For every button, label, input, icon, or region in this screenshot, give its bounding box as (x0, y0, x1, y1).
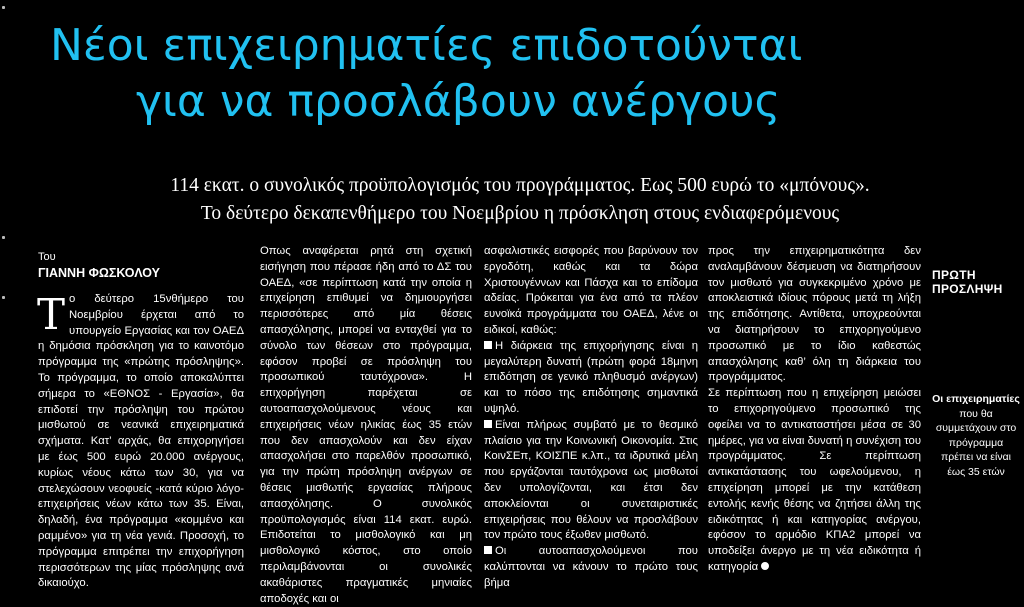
article-column-4 (708, 244, 921, 576)
bullet-item-2 (484, 418, 698, 544)
article-column-2 (260, 244, 472, 607)
column-4-text: Σε περίπτωση που η επιχείρηση μειώσει το επιχορηγούμενο προσωπικό της οφείλει να το αντικαταστήσει μέσα σε 30 ημέρες, για να είναι δυνατή η συνέχιση του προγράμματος. Σε περίπτωση αντικατάστασης του ωφελούμενου, η επιχείρηση μπορεί με την κατάθεση εντολής κενής θέσης να ζητήσει άλλη της ειδικότητας ή και κατηγορίας ανέργου, εφόσον το αρμόδιο ΚΠΑ2 μπορεί να υποδείξει άνεργο με τη νέα ειδικότητα ή κατηγορία (708, 387, 921, 573)
subheadline-deck (60, 172, 980, 228)
deck-line-1: 114 εκατ. ο συνολικός προϋπολογισμός του προγράμματος. Εως 500 ευρώ το «μπόνους». (170, 175, 870, 196)
headline (50, 18, 1010, 130)
scan-speck (2, 6, 5, 9)
deck-line-2: Το δεύτερο δεκαπενθήμερο του Νοεμβρίου η πρόσκληση στους ενδιαφερόμενους (200, 203, 840, 224)
column-1-text: ο δεύτερο 15νθήμερο του Νοεμβρίου έρχεται από το υπουργείο Εργασίας και τον ΟΑΕΔ η δημόσια πρόσκληση για το καινοτόμο πρόγραμμα της «πρώτης πρόσληψης». Το πρόγραμμα, το οποίο αποκαλύπτει σήμερα το «ΕΘΝΟΣ - Εργασία», θα επιδοτεί την πρόσληψη του πρώτου μισθωτού σε νεανικά επιχειρηματικά σχήματα. Κατ’ αρχάς, θα επιχορηγήσει με έως 500 ευρώ 20.000 ανέργους, κυρίως νέους κάτω των 30, για να στελεχώσουν νεοφυείς -κατά κύριο λόγο- επιχειρήσεις νέων κάτω των 35. Είναι, δηλαδή, ένα πρόγραμμα «κομμένο και ραμμένο» για τη νέα γενιά. Προσοχή, το πρόγραμμα επιτρέπει την επιχορήγηση περισσότερων της μίας πρόσληψης ανά δικαιούχο. (38, 293, 244, 590)
bullet-item-1 (484, 339, 698, 418)
column-4-paragraph-1: προς την επιχειρηματικότητα δεν αναλαμβάνουν δέσμευση να διατηρήσουν τον μισθωτό για συγκεκριμένο χρόνο με αποκλειστικά ιδίους πόρους μετά τη λήξη της επιδότησης. Αντίθετα, υποχρεούνται να διατηρήσουν το επιχορηγούμενο προσωπικό με το ίδιο καθεστώς απασχόλησης καθ’ όλη τη διάρκεια του προγράμματος. (708, 245, 921, 384)
sidebar-bold-lead: Οι επιχειρηματίες (932, 393, 1020, 405)
square-bullet-icon (484, 420, 492, 428)
scan-speck (2, 296, 5, 299)
sidebar-body: που θα συμμετάχουν στο πρόγραμμα πρέπει να είναι έως 35 ετών (935, 407, 1017, 478)
sidebar-text (932, 392, 1020, 479)
sidebar-title-line-2: ΠΡΟΣΛΗΨΗ (932, 282, 1003, 296)
column-2-text: Οπως αναφέρεται ρητά στη σχετική εισήγηση που πέρασε ήδη από το ΔΣ του ΟΑΕΔ, «σε περίπτωση κατά την οποία η επιχείρηση επιθυμεί να δημιουργήσει περισσότερες από μία θέσεις απασχόλησης, μπορεί να ενταχθεί για το σύνολο των θέσεων στο πρόγραμμα, εφόσον προβεί σε πρόσληψη του προσωπικού ταυτόχρονα». Η επιχορήγηση παρέχεται σε αυτοαπασχολούμενους νέους και επιχειρήσεις νέων ηλικίας έως 35 ετών που δεν απασχολούν και δεν είχαν απασχολήσει στο παρελθόν προσωπικό, για την πρώτη πρόσληψη ανέργων σε θέσεις μισθωτής εργασίας πλήρους απασχόλησης. Ο συνολικός προϋπολογισμός είναι 114 εκατ. ευρώ. Επιδοτείται το μισθολογικό και μη μισθολογικό κόστος, στο οποίο περιλαμβάνονται οι συνολικές ακαθάριστες πραγματικές μηνιαίες αποδοχές και οι (260, 245, 472, 605)
headline-line-1: Νέοι επιχειρηματίες επιδοτούνται (50, 20, 803, 71)
article-column-3 (484, 244, 698, 592)
article-column-1 (38, 244, 244, 592)
square-bullet-icon (484, 546, 492, 554)
square-bullet-icon (484, 341, 492, 349)
bullet-item-3 (484, 544, 698, 591)
end-mark-icon (761, 562, 769, 570)
bullet-text: Είναι πλήρως συμβατό με το θεσμικό πλαίσιο για την Κοινωνική Οικονομία. Στις ΚοινΣΕπ, ΚΟΙΣΠΕ κ.λπ., τα ιδρυτικά μέλη που εργάζονται ταυτόχρονα ως μισθωτοί δεν υπολογίζονται, και έτσι δεν αποκλείονται οι συνεταιριστικές επιχειρήσεις που θέλουν να προσλάβουν τον πρώτο τους έξωθεν μισθωτό. (484, 418, 698, 542)
column-4-paragraph-2 (708, 386, 921, 576)
sidebar-box (932, 268, 1020, 479)
byline-author: ΓΙΑΝΝΗ ΦΩΣΚΟΛΟΥ (38, 266, 160, 280)
sidebar-title-line-1: ΠΡΩΤΗ (932, 268, 976, 282)
sidebar-title (932, 268, 1020, 296)
scan-speck (2, 236, 5, 239)
drop-cap: Τ (37, 290, 66, 339)
article-paragraph (38, 292, 244, 592)
bullet-text: Οι αυτοαπασχολούμενοι που καλύπτονται να κάνουν το πρώτο τους βήμα (484, 545, 698, 589)
bullet-text: Η διάρκεια της επιχορήγησης είναι η μεγαλύτερη δυνατή (πρώτη φορά 18μηνη επιδότηση σε γενικό πληθυσμό ανέργων) και το πόσο της επιδότησης σημαντικά υψηλό. (484, 339, 698, 415)
column-3-intro: ασφαλιστικές εισφορές που βαρύνουν τον εργοδότη, καθώς και τα δώρα Χριστουγέννων και Πάσχα και το επίδομα αδείας. Πρόκειται για ένα από τα πλέον ευνοϊκά προγράμματα του ΟΑΕΔ, λένε οι ειδικοί, καθώς: (484, 245, 698, 336)
byline-prefix: Του (38, 251, 56, 263)
headline-line-2: για να προσλάβουν ανέργους (136, 76, 781, 127)
